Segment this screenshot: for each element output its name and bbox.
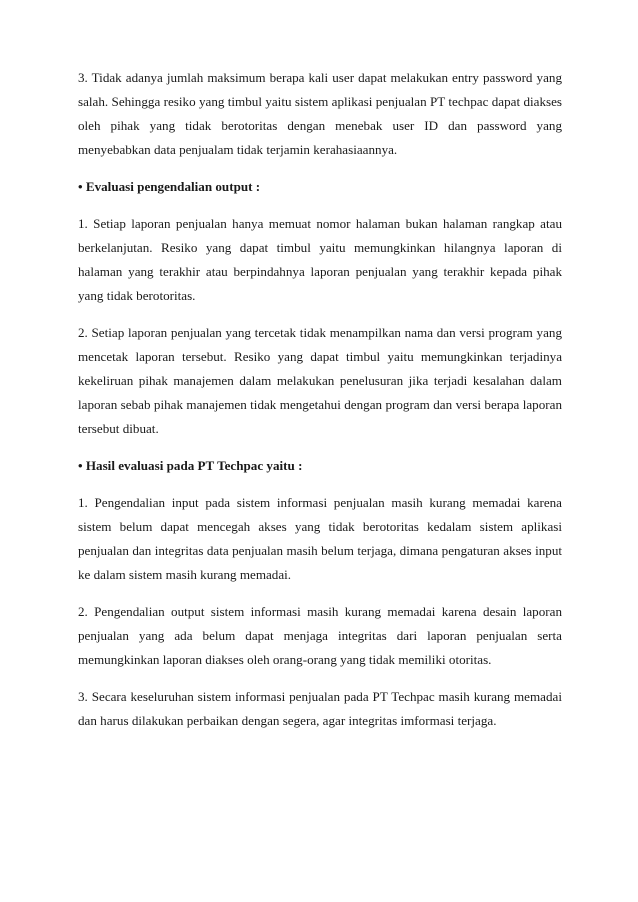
paragraph-report-page-numbering: 1. Setiap laporan penjualan hanya memuat nomor halaman bukan halaman rangkap atau berkelanjutan. Resiko yang dapat timbul yaitu memungkinkan hilangnya laporan di halaman yang terakhir atau berpindahnya laporan penjualan yang terakhir kepada pihak yang tidak berotoritas. <box>78 216 562 303</box>
paragraph-password-entry-limit: 3. Tidak adanya jumlah maksimum berapa kali user dapat melakukan entry password yang salah. Sehingga resiko yang timbul yaitu sistem aplikasi penjualan PT techpac dapat diakses oleh pihak yang tidak berotoritas dengan menebak user ID dan password yang menyebabkan data penjualam tidak terjamin kerahasiaannya. <box>78 70 562 157</box>
paragraph-input-control-result: 1. Pengendalian input pada sistem informasi penjualan masih kurang memadai karena sistem belum dapat mencegah akses yang tidak berotoritas kedalam sistem aplikasi penjualan dan integritas data penjualan masih belum terjaga, dimana pengaturan akses input ke dalam sistem masih kurang memadai. <box>78 495 562 582</box>
heading-evaluation-results: • Hasil evaluasi pada PT Techpac yaitu : <box>78 458 303 473</box>
paragraph-output-control-result: 2. Pengendalian output sistem informasi masih kurang memadai karena desain laporan penjualan yang ada belum dapat menjaga integritas dari laporan penjualan serta memungkinkan laporan diakses oleh orang-orang yang tidak memiliki otoritas. <box>78 604 562 667</box>
paragraph-report-program-version: 2. Setiap laporan penjualan yang tercetak tidak menampilkan nama dan versi program yang mencetak laporan tersebut. Resiko yang dapat timbul yaitu memungkinkan terjadinya kekeliruan pihak manajemen dalam melakukan penelusuran jika terjadi kesalahan dalam laporan sebab pihak manajemen tidak mengetahui dengan program dan versi berapa laporan tersebut dibuat. <box>78 325 562 436</box>
paragraph-overall-conclusion: 3. Secara keseluruhan sistem informasi penjualan pada PT Techpac masih kurang memadai dan harus dilakukan perbaikan dengan segera, agar integritas imformasi terjaga. <box>78 689 562 728</box>
heading-output-control-evaluation: • Evaluasi pengendalian output : <box>78 179 261 194</box>
